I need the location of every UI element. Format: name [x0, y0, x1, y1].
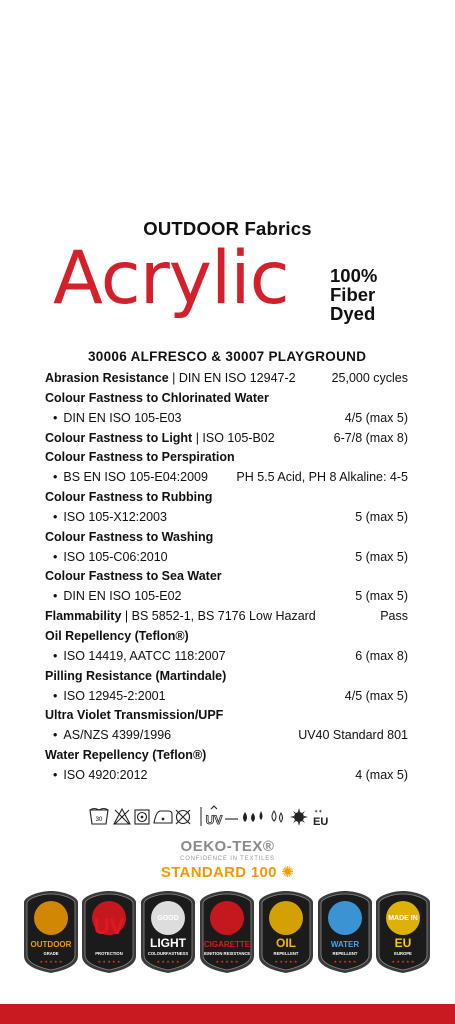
spec-standard: | BS 5852-1, BS 7176 Low Hazard [121, 609, 316, 624]
badge-eu [374, 890, 432, 974]
eu-text: EU [313, 816, 329, 828]
spec-label: Colour Fastness to Light [45, 430, 193, 445]
oeko-standard: STANDARD 100 ✺ [160, 864, 295, 881]
badge-light [139, 890, 197, 974]
badge-subtitle: REPELLENT [332, 951, 358, 956]
bullet: • [53, 470, 58, 485]
spec-value: 4/5 (max 5) [344, 688, 408, 703]
badge-subtitle: REPELLENT [273, 951, 299, 956]
fiber-dyed-label [330, 266, 377, 323]
badge-title: OIL [276, 936, 296, 950]
badge-subtitle: EUROPE [394, 951, 412, 956]
spec-label: Flammability [45, 609, 122, 624]
bullet: • [53, 767, 58, 782]
badge-title: EU [394, 936, 412, 950]
spec-row [45, 629, 408, 649]
spec-left [53, 470, 208, 484]
spec-left [45, 569, 222, 583]
spec-left [45, 391, 269, 405]
badge-stars: ★ ★ ★ ★ ★ [274, 959, 298, 964]
spec-left [45, 708, 223, 722]
spec-detail-row [45, 649, 408, 669]
spec-value: 4 (max 5) [355, 767, 408, 782]
spec-value: 5 (max 5) [355, 589, 408, 604]
spec-detail-row [45, 728, 408, 748]
badge-title: CIGARETTE [203, 940, 251, 949]
spec-left [45, 748, 206, 762]
spec-left [45, 530, 213, 544]
flame-icon [290, 808, 308, 826]
care-symbols [88, 802, 368, 830]
spec-left [45, 431, 275, 445]
spec-standard: DIN EN ISO 105-E03 [63, 410, 182, 425]
no-bleach-icon [114, 809, 130, 824]
spec-row [45, 669, 408, 689]
spec-left [53, 689, 166, 703]
spec-left [53, 510, 167, 524]
spec-label: Abrasion Resistance [45, 371, 169, 385]
spec-standard: BS EN ISO 105-E04:2009 [63, 470, 208, 485]
spec-left [45, 490, 212, 504]
wash-temp-text: 30 [95, 817, 103, 823]
spec-standard: | DIN EN ISO 12947-2 [168, 371, 296, 385]
bullet: • [53, 648, 58, 663]
side-line-3: Dyed [330, 303, 376, 324]
spec-value: 5 (max 5) [355, 509, 408, 524]
spec-row [45, 748, 408, 768]
spec-value: 6 (max 8) [355, 648, 408, 663]
spec-row [45, 708, 408, 728]
spec-row [45, 530, 408, 550]
eu-flag-icon [313, 809, 328, 828]
spec-row [45, 569, 408, 589]
side-line-2: Fiber [330, 284, 376, 305]
badge-top-text: MADE IN [388, 915, 418, 922]
material-title: Acrylic [53, 236, 289, 321]
svg-text:UV: UV [205, 813, 223, 827]
bullet: • [53, 688, 58, 703]
spec-row [45, 490, 408, 510]
spec-label: Colour Fastness to Rubbing [45, 490, 213, 505]
badge-subtitle: IGNITION RESISTANCE [203, 951, 251, 956]
badge-oil [257, 890, 315, 974]
bullet: • [53, 549, 58, 564]
iron-low-icon [154, 811, 172, 823]
badge-stars: ★ ★ ★ ★ ★ [156, 959, 180, 964]
no-dryclean-icon [176, 810, 190, 824]
bullet: • [53, 509, 58, 524]
spec-row [45, 371, 408, 391]
spec-left [45, 450, 235, 464]
spec-row [45, 609, 408, 629]
side-line-1: 100% [330, 265, 378, 286]
category-heading: OUTDOOR Fabrics [143, 218, 312, 239]
spec-label: Colour Fastness to Perspiration [45, 450, 235, 465]
spec-value: PH 5.5 Acid, PH 8 Alkaline: 4-5 [236, 470, 408, 485]
spec-standard: ISO 12945-2:2001 [63, 688, 166, 703]
spec-detail-row [45, 589, 408, 609]
spec-label: Water Repellency (Teflon®) [45, 748, 207, 763]
spec-row [45, 450, 408, 470]
spec-label: Colour Fastness to Washing [45, 529, 214, 544]
spec-list [45, 371, 408, 788]
spec-standard: AS/NZS 4399/1996 [63, 728, 172, 743]
oeko-tex-logo [0, 838, 455, 881]
spec-value: UV40 Standard 801 [298, 728, 408, 743]
spec-standard: DIN EN ISO 105-E02 [63, 589, 182, 604]
bullet: • [53, 589, 58, 604]
badge-title: LIGHT [150, 936, 186, 950]
badge-title: WATER [330, 940, 360, 949]
badge-outdoor [22, 890, 80, 974]
spec-label: Colour Fastness to Sea Water [45, 569, 222, 584]
sun-icon: ✺ [281, 864, 295, 881]
spec-label: Ultra Violet Transmission/UPF [45, 708, 224, 723]
spec-detail-row [45, 768, 408, 788]
badge-subtitle: GRADE [43, 951, 59, 956]
spec-row [45, 431, 408, 451]
svg-text:✶✶: ✶✶ [314, 809, 323, 815]
badge-stars: ★ ★ ★ ★ ★ [39, 959, 63, 964]
badge-subtitle: PROTECTION [95, 951, 123, 956]
material-title-block [0, 238, 455, 328]
spec-left [45, 609, 316, 623]
badge-stars: ★ ★ ★ ★ ★ [215, 959, 239, 964]
spec-label: Oil Repellency (Teflon®) [45, 628, 189, 643]
bullet: • [53, 728, 58, 743]
spec-value: 6-7/8 (max 8) [333, 430, 408, 445]
spec-left [53, 550, 168, 564]
bullet: • [53, 410, 58, 425]
badge-title: OUTDOOR [30, 940, 72, 949]
badge-cigarette [198, 890, 256, 974]
spec-standard: ISO 105-C06:2010 [63, 549, 168, 564]
spec-detail-row [45, 411, 408, 431]
spec-value: Pass [380, 609, 408, 624]
spec-label: Colour Fastness to Chlorinated Water [45, 390, 269, 405]
spec-left [45, 371, 296, 385]
spec-standard: ISO 4920:2012 [63, 767, 148, 782]
spec-label: Pilling Resistance (Martindale) [45, 668, 227, 683]
spec-left [53, 649, 226, 663]
badge-top-text: GOOD [157, 915, 179, 922]
uv-icon [206, 806, 223, 827]
tumble-dry-icon [135, 810, 149, 824]
bottom-color-bar [0, 1004, 455, 1024]
badge-subtitle: COLOURFASTNESS [147, 951, 189, 956]
spec-left [45, 629, 189, 643]
badge-title: UV [93, 914, 125, 939]
badge-stars: ★ ★ ★ ★ ★ [333, 959, 357, 964]
feature-badges [22, 890, 434, 980]
spec-standard: ISO 14419, AATCC 118:2007 [63, 648, 226, 663]
spec-left [53, 728, 171, 742]
product-title: 30006 ALFRESCO & 30007 PLAYGROUND [88, 349, 367, 364]
spec-value: 25,000 cycles [331, 371, 408, 385]
spec-value: 5 (max 5) [355, 549, 408, 564]
spec-left [45, 669, 226, 683]
spec-left [53, 589, 182, 603]
badge-stars: ★ ★ ★ ★ ★ [391, 959, 415, 964]
spec-detail-row [45, 550, 408, 570]
water-drop-icon [243, 811, 263, 822]
spec-value: 4/5 (max 5) [344, 410, 408, 425]
spec-standard: | ISO 105-B02 [192, 430, 275, 445]
spec-left [53, 411, 182, 425]
oil-drop-icon [272, 811, 283, 822]
spec-detail-row [45, 510, 408, 530]
oeko-brand: OEKO-TEX® [180, 838, 275, 855]
badge-stars: ★ ★ ★ ★ ★ [97, 959, 121, 964]
spec-detail-row [45, 470, 408, 490]
oeko-tagline: CONFIDENCE IN TEXTILES [180, 856, 275, 862]
spec-detail-row [45, 689, 408, 709]
spec-row [45, 391, 408, 411]
badge-water [316, 890, 374, 974]
badge-uv [80, 890, 138, 974]
spec-standard: ISO 105-X12:2003 [63, 509, 167, 524]
spec-left [53, 768, 148, 782]
